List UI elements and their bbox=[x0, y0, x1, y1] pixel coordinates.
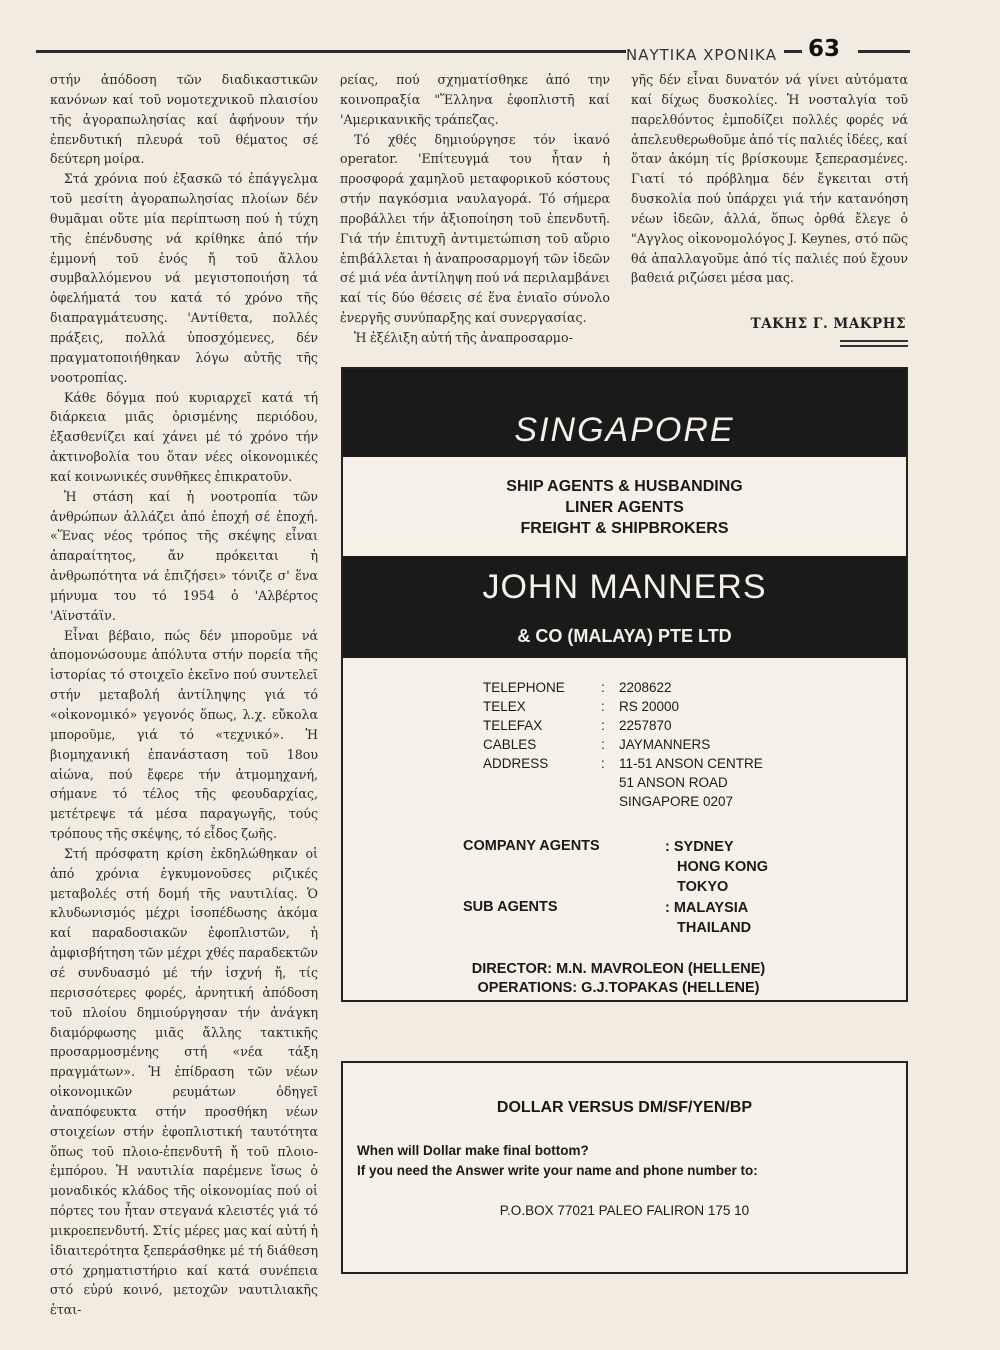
contact-value: 2257870 bbox=[619, 718, 672, 733]
ad-dollar-versus bbox=[341, 1061, 908, 1274]
paragraph: ρείας, πού σχηματίσθηκε ἀπό την κοινοπραξία "Ἕλληνα ἐφοπλιστῆ καί 'Αμερικανικῆς τράπεζας. bbox=[340, 72, 610, 127]
paragraph: Εἶναι βέβαιο, πώς δέν μποροῦμε νά ἀπομονώσουμε ἀπόλυτα στήν πορεία τῆς ἱστορίας τό στοιχεῖο ἐκεῖνο πού συντελεῖ στήν μεταβολή ἀντίληψης γιά τό «οἰκονομικό» γεγονός ὅπως, λ.χ. εὔκολα μποροῦμε, γιά τό «τεχνικό». Ἡ βιομηχανική ἐπανάσταση τοῦ 18ου αἰώνα, πού ἔφερε τήν ἀτμομηχανή, σήμανε τό τέλος τῆς φεουδαρχίας, μετέτρεψε τά μέσα παραγωγῆς, τούς τρόπους τῆς σκέψης, τό εἶδος ζωῆς. bbox=[50, 627, 318, 842]
contact-colon: : bbox=[601, 756, 605, 771]
agent-location: HONG KONG bbox=[677, 859, 769, 875]
ad-question: When will Dollar make final bottom? bbox=[357, 1143, 589, 1158]
company-agents-list bbox=[665, 837, 768, 897]
agent-location: THAILAND bbox=[677, 920, 752, 936]
article-column-2 bbox=[340, 70, 610, 348]
contact-value: RS 20000 bbox=[619, 699, 680, 714]
contact-colon: : bbox=[601, 680, 605, 695]
paragraph: Στά χρόνια πού ἐξασκῶ τό ἐπάγγελμα τοῦ μεσίτη ἀγοραπωλησίας πλοίων δέν θυμᾶμαι οὔτε μία περίπτωση πού ἡ τύχη τῆς ἐπένδυσης νά κρίθηκε ἀπό τήν ἐμμονή τοῦ ἑνός ἤ τοῦ ἄλλου συμβαλλόμενου νά μεγιστοποιήση τά ὀφελήματά του κατά τό χρόνο τῆς διαπραγμάτευσης. 'Αντίθετα, πολλές πράξεις, πολλά ὑποσχόμενες, δέν πραγματοποιήθηκαν λόγω αὐτῆς τῆς νοοτροπίας. bbox=[50, 171, 318, 385]
agent-location: : SYDNEY bbox=[665, 839, 734, 855]
ad-address: P.O.BOX 77021 PALEO FALIRON 175 10 bbox=[499, 1203, 750, 1218]
operations: OPERATIONS: G.J.TOPAKAS (HELLENE) bbox=[477, 980, 760, 996]
paragraph: γῆς δέν εἶναι δυνατόν νά γίνει αὐτόματα καί δίχως δυσκολίες. Ἡ νοσταλγία τοῦ παρελθόντος ἐμποδίζει πολλές φορές νά ἀπελευθερωθοῦμε ἀπό τίς παλιές ἰδέες, καί ὅταν ἀκόμη τίς βρίσκουμε ξεπερασμένες. Γιατί τό πρόβλημα δέν ἔγκειται στή δυσκολία πού ὑπάρχει γιά τήν κατανόηση νέων ἰδεῶν, ἀλλά, ὅπως ὀρθά ἔλεγε ὁ "Αγγλος οἰκονομολόγος J. Keynes, στό πῶς θά ἀπαλλαγοῦμε ἀπό τίς παλιές πού ἔχουν βαθειά ριζώσει μέσα μας. bbox=[631, 72, 908, 286]
paragraph: Ἡ ἐξέλιξη αὐτή τῆς ἀναπροσαρμο- bbox=[354, 329, 573, 345]
ad-city: SINGAPORE bbox=[514, 411, 735, 449]
article-column-1 bbox=[50, 70, 318, 1320]
contact-colon: : bbox=[601, 737, 605, 752]
contact-label: CABLES bbox=[483, 737, 537, 752]
ad-headline: DOLLAR VERSUS DM/SF/YEN/BP bbox=[496, 1099, 753, 1116]
address-line: 51 ANSON ROAD bbox=[619, 775, 728, 790]
header-rule-left bbox=[36, 50, 626, 53]
article-author: ΤΑΚΗΣ Γ. ΜΑΚΡΗΣ bbox=[750, 316, 906, 332]
contact-value: 11-51 ANSON CENTRE bbox=[619, 756, 763, 771]
service-line: SHIP AGENTS & HUSBANDING bbox=[506, 478, 743, 495]
company-suffix: & CO (MALAYA) PTE LTD bbox=[517, 626, 732, 646]
paragraph: Ἡ στάση καί ἡ νοοτροπία τῶν ἀνθρώπων ἀλλάζει ἀπό ἐποχή σέ ἐποχή. «Ἕνας νέος τρόπος τῆς σκέψης εἶναι ἀπαραίτητος, ἄν πρόκειται ἡ ἀνθρωπότητα νά ἐπιζήσει» τόνιζε σ' ἕνα μήνυμα του τό 1954 ὁ 'Αλβέρτος 'Αϊνστάϊν. bbox=[50, 488, 318, 623]
contact-label: TELEX bbox=[483, 699, 526, 714]
contact-value: 2208622 bbox=[619, 680, 672, 695]
contact-label: TELEPHONE bbox=[483, 680, 565, 695]
paragraph: Στή πρόσφατη κρίση ἐκδηλώθηκαν οἱ ἀπό χρόνια ἐγκυμονοῦσες ριζικές μεταβολές στή δομή τῆς ναυτιλίας. Ὁ κλυδωνισμός μέχρι ἰσοπέδωσης ἀκόμα καί παραδοσιακῶν ἐφοπλιστῶν, ἡ ἀμφισβήτηση τῶν μέχρι χθές παραδεκτῶν σέ συνδυασμό μέ τήν ἰσχνή ἤ, τίς περισσότερες φορές, ἀρνητική ἀπόδοση τοῦ πλοίου δημιούργησαν τήν ἀνάγκη διαμόρφωσης μιᾶς ἄλλης τακτικῆς προσαρμοσμένης στή «νέα τάξη πραγμάτων». Ἡ ἐπίδραση τῶν νέων οἰκονομικῶν ρευμάτων ὁδηγεῖ ἀναπόφευκτα στήν προσθήκη νέων στοιχείων στήν ἐφοπλιστική ταυτότητα ὅπως τοῦ πλοιο-ἐπενδυτῆ ἤ τοῦ πλοιο-ἐμπόρου. Ἡ ναυτιλία παρέμενε ἴσως ὁ μοναδικός κλάδος τῆς οἰκονομίας πού οἱ πόρτες του ἦταν στεγανά κλειστές γιά τό μικροεπενδυτή. Στίς μέρες μας καί αὐτή ἡ ἰδιαιτερότητα ξεπεράσθηκε μέ τή διάθεση στό χρηματιστήριο καί κατά συνέπεια στό εὐρύ κοινό, μετοχῶν ναυτιλιακῆς ἑται- bbox=[50, 845, 318, 1318]
company-name: JOHN MANNERS bbox=[482, 568, 767, 606]
ad-top-band bbox=[343, 369, 906, 457]
author-rule bbox=[840, 340, 908, 342]
contact-label: ADDRESS bbox=[483, 756, 549, 771]
paragraph: Τό χθές δημιούργησε τόν ἱκανό operator. 'Επίτευγμά του ἦταν ἡ προσφορά χαμηλοῦ μεταφορικοῦ κόστους στήν παγκόσμια ναυλαγορά. Τό σήμερα προβάλλει τήν ἀξιοποίηση τοῦ ἐπενδυτῆ. Γιά τήν ἐπιτυχῆ ἀντιμετώπιση τοῦ αὔριο ἐπιβάλλεται ἡ ἀναπροσαρμογή τῶν ἰδεῶν σέ μιά νέα ἀντίληψη πού νά περιλαμβάνει καί τίς δύο θέσεις σέ ἕνα ἑνιαῖο σύνολο ἐνεργῆς συνύπαρξης καί συνεργασίας. bbox=[340, 131, 610, 326]
header-rule-right bbox=[858, 50, 910, 53]
ad-company-band bbox=[343, 556, 906, 658]
page-number: 63 bbox=[808, 36, 841, 62]
ad-services bbox=[343, 476, 906, 539]
ad-john-manners bbox=[341, 367, 908, 1002]
director: DIRECTOR: M.N. MAVROLEON (HELLENE) bbox=[471, 961, 766, 977]
address-line: SINGAPORE 0207 bbox=[619, 794, 734, 809]
paragraph: Κάθε δόγμα πού κυριαρχεῖ κατά τή διάρκεια μιᾶς ὁρισμένης περιόδου, ἐξασθενίζει καί χάνει μέ τό χρόνο τήν ἀκτινοβολία του ὅταν νέες οἰκονομικές καί κοινωνικές συνθῆκες ἐπικρατοῦν. bbox=[50, 389, 318, 484]
article-column-3 bbox=[631, 70, 908, 288]
contact-value: JAYMANNERS bbox=[619, 737, 711, 752]
magazine-title: ΝΑΥΤΙΚΑ ΧΡΟΝΙΚΑ bbox=[626, 46, 777, 64]
contact-colon: : bbox=[601, 699, 605, 714]
service-line: FREIGHT & SHIPBROKERS bbox=[520, 520, 729, 537]
service-line: LINER AGENTS bbox=[565, 499, 684, 516]
ad-call-to-action: If you need the Answer write your name and phone number to: bbox=[357, 1163, 758, 1178]
paragraph: στήν ἀπόδοση τῶν διαδικαστικῶν κανόνων καί τοῦ νομοτεχνικοῦ πλαισίου τῆς ἀγοραπωλησίας καί ἀφήνουν τήν ἐπενδυτική πλευρά τοῦ θέματος σέ δεύτερη μοίρα. bbox=[50, 72, 318, 167]
company-agents-label: COMPANY AGENTS bbox=[463, 838, 600, 854]
author-rule bbox=[840, 345, 908, 347]
agent-location: : MALAYSIA bbox=[665, 900, 749, 916]
sub-agents-list bbox=[665, 898, 751, 938]
agent-location: TOKYO bbox=[677, 879, 729, 895]
contact-label: TELEFAX bbox=[483, 718, 543, 733]
header-rule-mid bbox=[784, 50, 802, 53]
contact-colon: : bbox=[601, 718, 605, 733]
sub-agents-label: SUB AGENTS bbox=[463, 899, 558, 915]
